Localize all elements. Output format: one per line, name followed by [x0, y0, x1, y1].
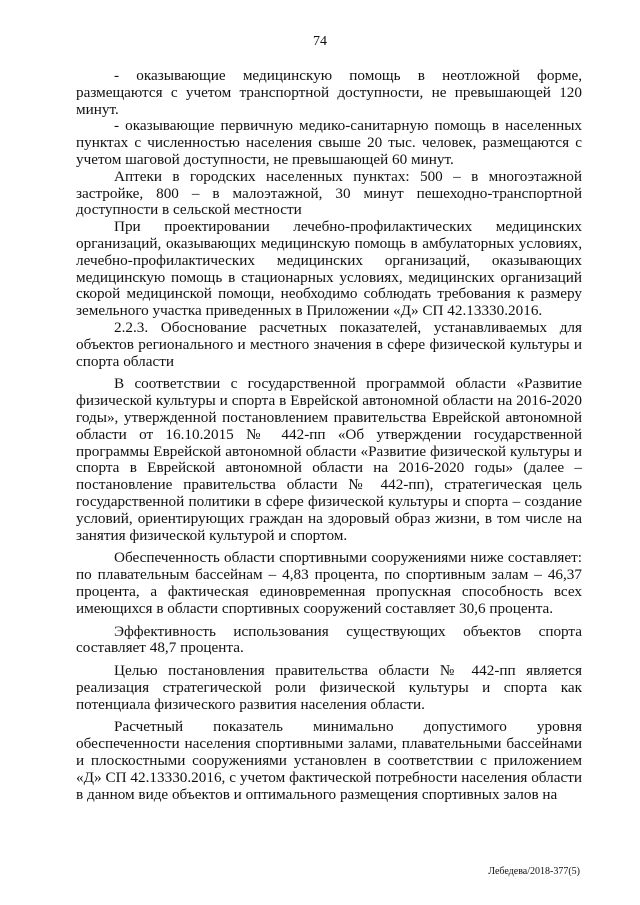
paragraph-calculated-indicator: Расчетный показатель минимально допустимого уровня обеспеченности населения спортивными залами, плавательными бассейнами и плоскостными сооружениями установлен в соответствии с приложением «Д» СП 42.13330.2016, с учетом фактической потребности населения области в данном виде объектов и оптимального размещения спортивных залов на: [76, 718, 582, 803]
paragraph-pharmacies: Аптеки в городских населенных пунктах: 500 – в многоэтажной застройке, 800 – в малоэтажной, 30 минут пешеходно-транспортной доступности в сельской местности: [76, 167, 582, 219]
paragraph-sports-facilities: Обеспеченность области спортивными сооружениями ниже составляет: по плавательным бассейнам – 4,83 процента, по спортивным залам – 46,37 процента, а фактическая единовременная пропускная способность всех имеющихся в области спортивных сооружений составляет 30,6 процента.: [76, 549, 582, 617]
paragraph-state-program: В соответствии с государственной программой области «Развитие физической культуры и спорта в Еврейской автономной области на 2016-2020 годы», утвержденной постановлением правительства Еврейской автономной области от 16.10.2015 № 442-пп «Об утверждении государственной программы Еврейской автономной области «Развитие физической культуры и спорта в Еврейской автономной области на 2016-2020 годы» (далее – постановление правительства области № 442-пп), стратегическая цель государственной политики в сфере физической культуры и спорта – создание условий, ориентирующих граждан на здоровый образ жизни, в том числе на занятия физической культурой и спортом.: [76, 375, 582, 544]
paragraph-program-goal: Целью постановления правительства области № 442-пп является реализация стратегической роли физической культуры и спорта как потенциала физического развития населения области.: [76, 662, 582, 713]
page-number: 74: [313, 34, 327, 49]
section-heading-2-2-3: 2.2.3. Обоснование расчетных показателей, устанавливаемых для объектов регионального и местного значения в сфере физической культуры и спорта области: [76, 318, 582, 370]
paragraph-efficiency: Эффективность использования существующих объектов спорта составляет 48,7 процента.: [76, 622, 582, 657]
document-body: [76, 68, 582, 803]
paragraph-design-requirements: При проектировании лечебно-профилактических медицинских организаций, оказывающих медицинскую помощь в амбулаторных условиях, лечебно-профилактических медицинских организаций, оказывающих медицинскую помощь в стационарных условиях, медицинских организаций скорой медицинской помощи, необходимо соблюдать требования к размеру земельного участка приведенных в Приложении «Д» СП 42.13330.2016.: [76, 218, 582, 320]
footer-document-code: Лебедева/2018-377(5): [488, 866, 580, 877]
paragraph-primary-care: - оказывающие первичную медико-санитарную помощь в населенных пунктах с численностью населения свыше 20 тыс. человек, размещаются с учетом шаговой доступности, не превышающей 60 минут.: [76, 117, 582, 168]
paragraph-emergency-care: - оказывающие медицинскую помощь в неотложной форме, размещаются с учетом транспортной доступности, не превышающей 120 минут.: [76, 67, 582, 118]
